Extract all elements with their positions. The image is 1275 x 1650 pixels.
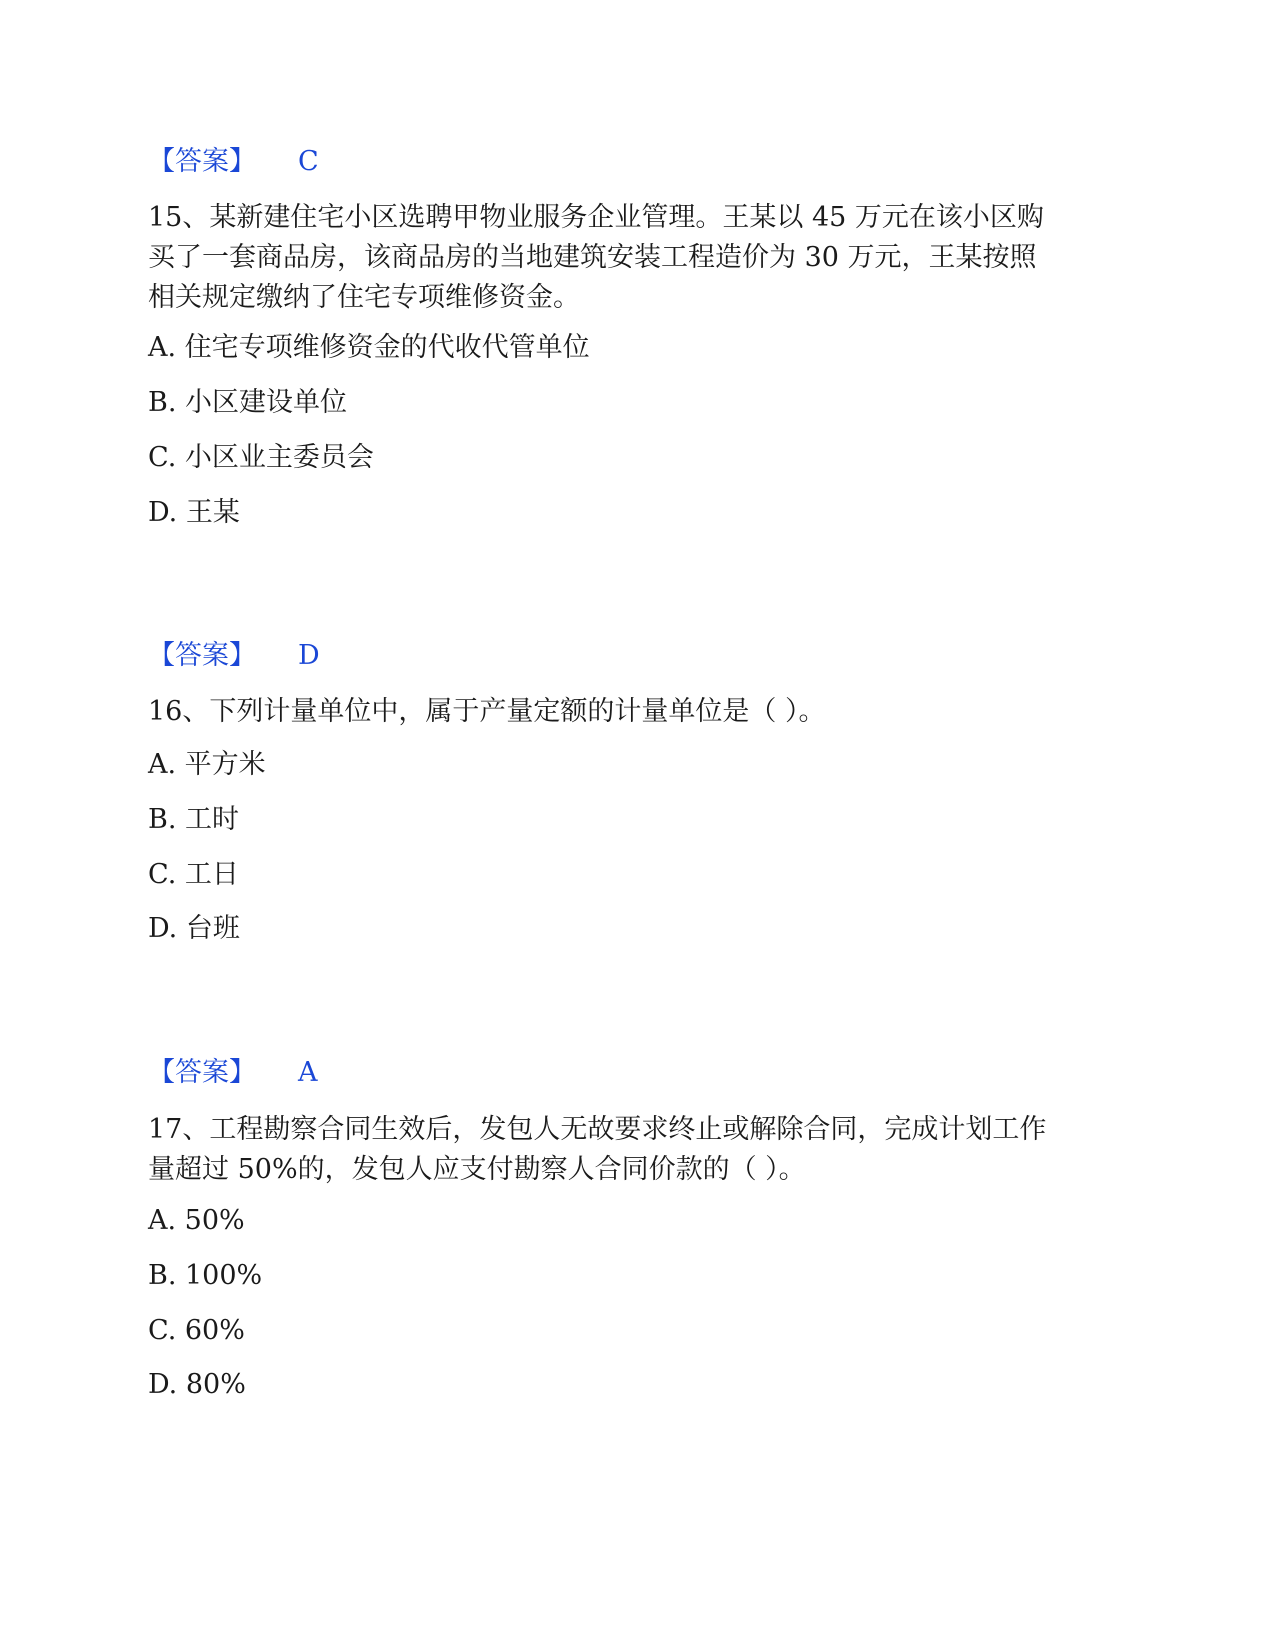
- question-line: 16、下列计量单位中，属于产量定额的计量单位是（ ）。: [148, 696, 826, 727]
- option-b: B. 100%: [148, 1260, 263, 1291]
- answer-row: [148, 146, 319, 178]
- option-a: A. 住宅专项维修资金的代收代管单位: [148, 332, 590, 363]
- option-c: C. 小区业主委员会: [148, 442, 374, 473]
- answer-label: 【答案】: [148, 1057, 256, 1088]
- question-17-stem: [148, 1110, 1128, 1190]
- answer-value: D: [298, 640, 320, 671]
- answer-label: 【答案】: [148, 146, 256, 177]
- answer-row: [148, 1057, 318, 1089]
- option-c: C. 工日: [148, 859, 239, 890]
- question-16-stem: [148, 692, 1128, 732]
- question-line: 17、工程勘察合同生效后，发包人无故要求终止或解除合同，完成计划工作: [148, 1114, 1047, 1145]
- option-d: D. 王某: [148, 497, 240, 528]
- question-line: 相关规定缴纳了住宅专项维修资金。: [148, 282, 580, 313]
- answer-value: C: [298, 146, 319, 177]
- option-d: D. 80%: [148, 1369, 246, 1400]
- option-a: A. 平方米: [148, 749, 266, 780]
- question-15-stem: [148, 198, 1128, 318]
- option-b: B. 小区建设单位: [148, 387, 348, 418]
- option-c: C. 60%: [148, 1315, 245, 1346]
- answer-value: A: [298, 1057, 318, 1088]
- question-line: 15、某新建住宅小区选聘甲物业服务企业管理。王某以 45 万元在该小区购: [148, 202, 1044, 233]
- question-line: 量超过 50%的，发包人应支付勘察人合同价款的（ ）。: [148, 1154, 806, 1185]
- answer-row: [148, 640, 320, 672]
- question-line: 买了一套商品房，该商品房的当地建筑安装工程造价为 30 万元，王某按照: [148, 242, 1037, 273]
- option-a: A. 50%: [148, 1205, 245, 1236]
- answer-label: 【答案】: [148, 640, 256, 671]
- option-b: B. 工时: [148, 804, 240, 835]
- option-d: D. 台班: [148, 913, 240, 944]
